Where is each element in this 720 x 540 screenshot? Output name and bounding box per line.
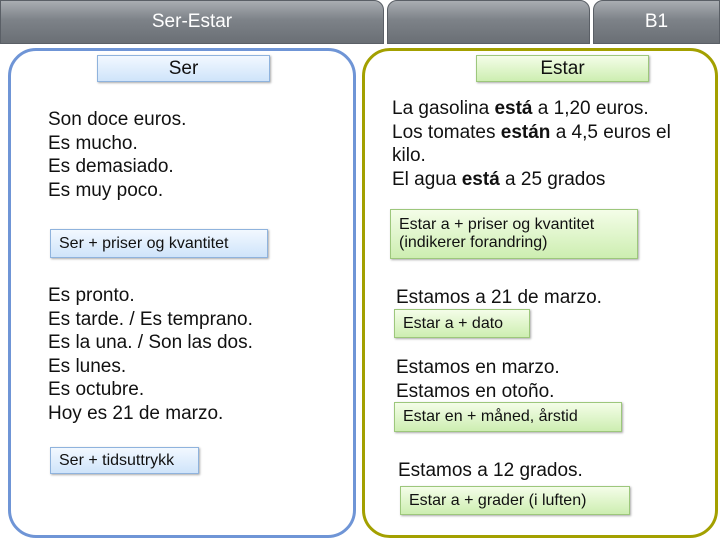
ser-price-examples (48, 108, 186, 202)
header-title: Ser-Estar (151, 11, 233, 32)
estar-rule-date: Estar a + dato (394, 309, 530, 338)
ser-title: Ser (97, 55, 270, 82)
ser-example-line: Es pronto. (48, 285, 135, 306)
estar-rule-month: Estar en + måned, årstid (394, 402, 622, 432)
estar-rule-price: Estar a + priser og kvantitet (indikerer forandring) (390, 209, 638, 259)
estar-example-line: El agua está a 25 grados (392, 168, 606, 190)
estar-example-line: Estamos en otoño. (396, 380, 555, 402)
ser-example-line: Es tarde. / Es temprano. (48, 308, 253, 330)
ser-rule-time: Ser + tidsuttrykk (50, 447, 199, 474)
ser-example-line: Es demasiado. (48, 156, 174, 177)
header-title-tab (0, 0, 384, 44)
ser-example-line: Es octubre. (48, 379, 145, 400)
estar-rule-temp: Estar a + grader (i luften) (400, 486, 630, 515)
estar-title: Estar (476, 55, 649, 82)
estar-date-example: Estamos a 21 de marzo. (396, 287, 602, 308)
ser-example-line: Son doce euros. (48, 109, 187, 130)
ser-example-line: Hoy es 21 de marzo. (48, 402, 224, 424)
estar-example-line: Los tomates están a 4,5 euros el (392, 121, 671, 143)
ser-example-line: Es lunes. (48, 355, 127, 377)
estar-month-examples (396, 356, 560, 403)
estar-price-examples (392, 97, 671, 191)
ser-example-line: Es la una. / Son las dos. (48, 332, 253, 353)
estar-example-line: La gasolina está a 1,20 euros. (392, 98, 649, 119)
ser-example-line: Es muy poco. (48, 179, 164, 201)
ser-rule-price: Ser + priser og kvantitet (50, 229, 268, 258)
header-level: B1 (644, 11, 669, 32)
ser-example-line: Es mucho. (48, 132, 138, 154)
estar-example-line: kilo. (392, 145, 426, 166)
estar-example-line: Estamos en marzo. (396, 357, 560, 378)
header-level-tab (593, 0, 720, 44)
header-middle-tab (387, 0, 590, 44)
estar-temp-example: Estamos a 12 grados. (398, 460, 583, 481)
ser-time-examples (48, 284, 253, 425)
